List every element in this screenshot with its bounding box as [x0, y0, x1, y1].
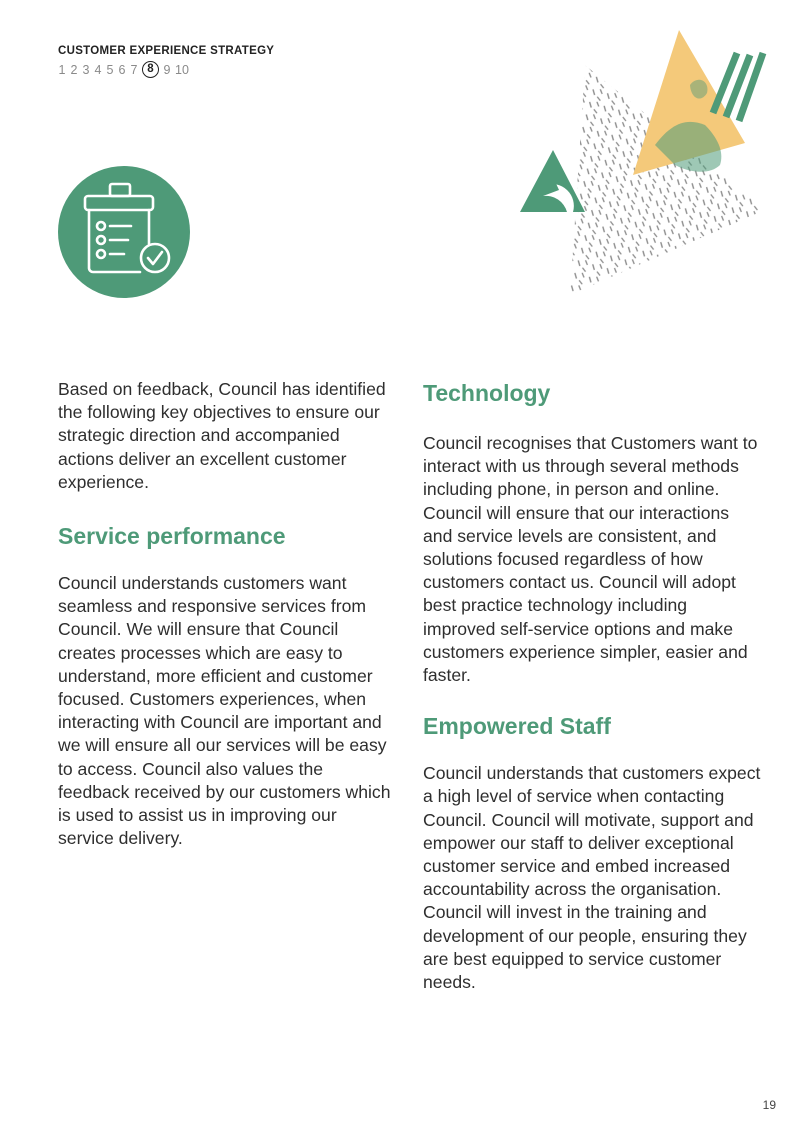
clipboard-checklist-icon: [58, 166, 190, 298]
decorative-triangles: [515, 25, 777, 305]
technology-body: Council recognises that Customers want to interact with us through several methods including phone, in person and online. Council will ensure that our interactions and service levels are consistent, and solutions focused regardless of how customers contact us. Council will adopt best practice technology including improved self-service options and make customers experience simpler, easier and faster.: [423, 433, 758, 686]
page-link-4[interactable]: 4: [94, 62, 102, 77]
intro-paragraph: Based on feedback, Council has identified the following key objectives to ensure our strategic direction and accompanied actions deliver an excellent customer experience.: [58, 379, 386, 492]
empowered-staff-heading: Empowered Staff: [423, 713, 611, 740]
right-column: [423, 378, 763, 994]
page-link-6[interactable]: 6: [118, 62, 126, 77]
page-link-8-current[interactable]: 8: [142, 61, 159, 78]
page-link-7[interactable]: 7: [130, 62, 138, 77]
technology-heading: Technology: [423, 380, 551, 406]
page-link-1[interactable]: 1: [58, 62, 66, 77]
page-link-9[interactable]: 9: [163, 62, 171, 77]
page-header: [58, 45, 274, 78]
page-link-2[interactable]: 2: [70, 62, 78, 77]
page-number: 19: [762, 1098, 776, 1112]
page-link-3[interactable]: 3: [82, 62, 90, 77]
page-link-5[interactable]: 5: [106, 62, 114, 77]
document-title: CUSTOMER EXPERIENCE STRATEGY: [58, 45, 275, 57]
service-performance-heading: Service performance: [58, 523, 286, 550]
page-link-10[interactable]: 10: [175, 62, 189, 77]
empowered-staff-body: Council understands that customers expect a high level of service when contacting Council. Council will motivate, support and empower our staff to deliver exceptional customer service and embed increased accountability across the organisation. Council will invest in the training and development of our people, ensuring they are best equipped to service customer needs.: [423, 763, 761, 993]
service-performance-body: Council understands customers want seamless and responsive services from Council. We will ensure that Council creates processes which are easy to understand, more efficient and customer focused. Customers experiences, when interacting with Council are important and we will ensure all our services will be easy to access. Council also values the feedback received by our customers which is used to assist us in improving our service delivery.: [58, 573, 391, 849]
page-navigation: [58, 61, 274, 78]
left-column: [58, 378, 393, 850]
clipboard-badge: [58, 166, 190, 298]
